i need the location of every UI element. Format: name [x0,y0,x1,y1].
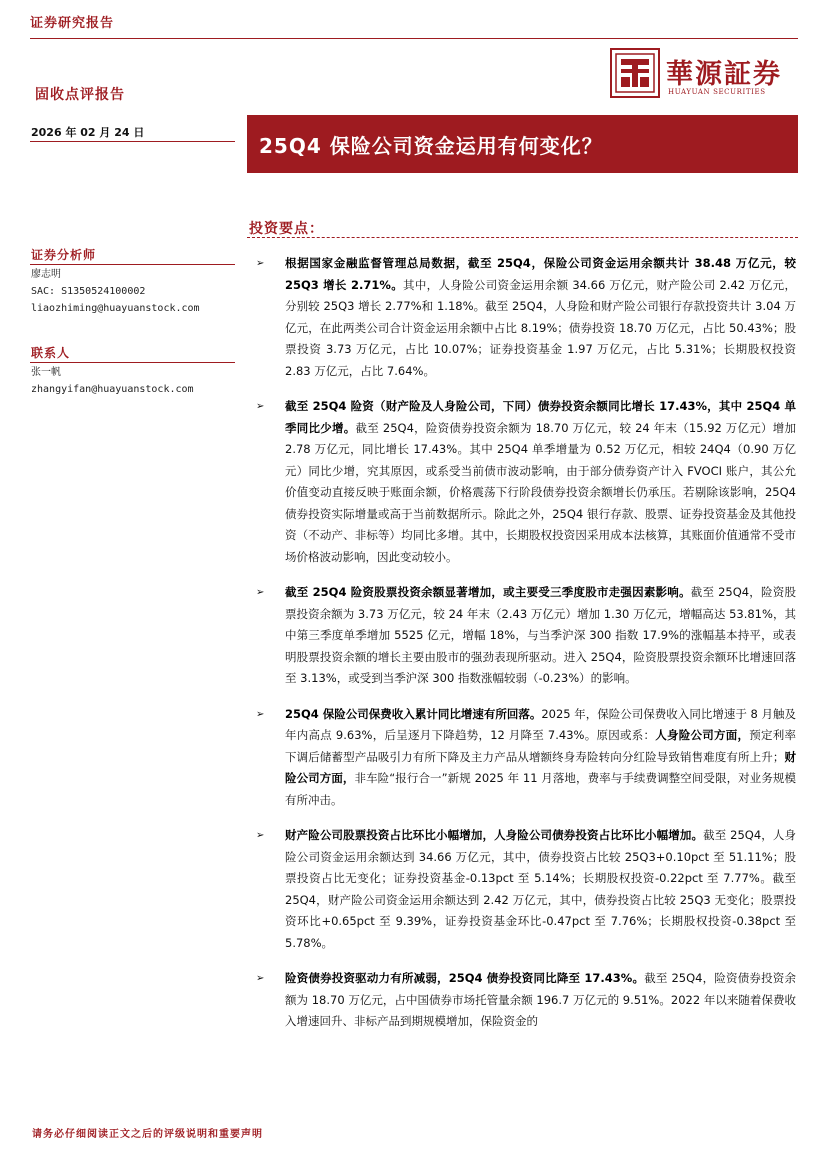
contact-name: 张一帆 [31,367,61,378]
key-point-body: 截至 25Q4，险资股票投资余额为 3.73 万亿元，较 24 年末（2.43 万亿元）增加 1.30 万亿元，增幅高达 53.81%，其中第三季度单季增加 5525 亿元，增幅 18%，与当季沪深 300 指数 17.9%的涨幅基本持平，或表明股票投资余额的增长主要由股市的强劲表现所驱动。进入 25Q4，险资股票投资余额环比增速回落至 3.13%，或受到当季沪深 300 指数涨幅较弱（-0.23%）的影响。 [285,585,796,685]
key-point-item [256,253,796,382]
key-point-body: 2025 年，保险公司保费收入同比增速于 8 月触及年内高点 9.63%，后呈逐月下降趋势，12 月降至 7.43%。原因或系： [285,706,796,742]
bullet-arrow-icon: ➢ [256,830,265,841]
logo-seal-icon [610,48,660,98]
report-category: 固收点评报告 [35,87,125,103]
key-point-body: 截至 25Q4，人身险公司资金运用余额达到 34.66 万亿元，其中，债券投资占比较 25Q3+0.10pct 至 51.11%；股票投资占比无变化；证券投资基金-0.13pct 至 5.14%；长期股权投资-0.22pct 至 7.77%。截至 25Q4，财产险公司资金运用余额达到 2.42 万亿元，其中，债券投资占比较 25Q3 无变化；股票投资环比+0.65pct 至 9.39%，证券投资基金环比-0.47pct 至 7.76%；长期股权投资-0.38pct 至 5.78%。 [285,828,796,950]
key-points-heading: 投资要点： [249,221,324,237]
logo-name-en: HUAYUAN SECURITIES [668,88,766,96]
key-point-body: 截至 25Q4，险资债券投资余额为 18.70 万亿元，较 24 年末（15.92 万亿元）增加 2.78 万亿元，同比增长 17.43%。其中 25Q4 单季增量为 0.52 万亿元，相较 24Q4（0.90 万亿元）同比少增，究其原因，或系受当前债市波动影响，由于部分债券资产计入 FVOCI 账户，其公允价值变动直接反映于账面余额，价格震荡下行阶段债券投资余额增长仍承压。若剔除该影响，25Q4 债券投资实际增量或高于当前数据所示。除此之外，25Q4 银行存款、股票、证券投资基金及其他投资（不动产、非标等）均同比多增。其中，长期股权投资因采用成本法核算，其账面价值通常不受市场价格波动影响，因此变动较小。 [285,420,796,564]
key-point-lead: 25Q4 保险公司保费收入累计同比增速有所回落。 [285,706,542,721]
bullet-arrow-icon: ➢ [256,587,265,598]
contact-divider [30,362,235,363]
key-point-item [256,396,796,568]
key-point-body-pc: 非车险“报行合一”新规 2025 年 11 月落地，费率与手续费调整空间受限，对业务规模有所冲击。 [285,771,796,807]
key-point-item [256,825,796,954]
date-divider [30,141,235,142]
key-point-body: 其中，人身险公司资金运用余额 34.66 万亿元，财产险公司 2.42 万亿元，分别较 25Q3 增长 2.77%和 1.18%。截至 25Q4，人身险和财产险公司银行存款投资共计 3.04 万亿元，在此两类公司合计资金运用余额中占比 8.19%；债券投资 18.70 万亿元，占比 50.43%；股票投资 3.73 万亿元，占比 10.07%；证券投资基金 1.97 万亿元，占比 5.31%；长期股权投资 2.83 万亿元，占比 7.64%。 [285,277,796,378]
company-logo [610,48,800,100]
key-point-body-life: 预定利率下调后储蓄型产品吸引力有所下降及主力产品从增额终身寿险转向分红险导致销售难度有所上升； [285,728,796,764]
analyst-sac: SAC: S1350524100002 [31,286,146,297]
key-point-item [256,704,796,812]
bullet-arrow-icon: ➢ [256,708,265,720]
bullet-arrow-icon: ➢ [256,401,265,412]
page-title: 25Q4 保险公司资金运用有何变化？ [259,134,603,158]
key-points-list [256,253,796,1047]
bullet-arrow-icon: ➢ [256,973,265,984]
key-point-lead: 截至 25Q4 险资（财产险及人身险公司，下同）债券投资余额同比增长 17.43%，其中 25Q4 单季同比少增。 [285,399,796,435]
key-point-subhead-life: 人身险公司方面， [655,728,750,742]
key-points-divider [247,237,798,238]
analyst-email[interactable]: liaozhiming@huayuanstock.com [31,303,200,314]
key-point-lead: 截至 25Q4 险资股票投资余额显著增加，或主要受三季度股市走强因素影响。 [285,585,691,599]
key-point-lead: 根据国家金融监督管理总局数据，截至 25Q4，保险公司资金运用余额共计 38.48 万亿元，较 25Q3 增长 2.71%。 [285,256,796,292]
key-point-item [256,582,796,690]
key-point-subhead-pc: 财险公司方面， [285,749,797,785]
top-divider [30,38,798,39]
analyst-name: 廖志明 [31,269,61,280]
bullet-arrow-icon: ➢ [256,258,265,269]
logo-name-cn: 華源証券 [666,59,782,90]
key-point-body: 截至 25Q4，险资债券投资余额为 18.70 万亿元，占中国债券市场托管量余额 196.7 万亿元的 9.51%。2022 年以来随着保费收入增速回升、非标产品到期规模增加，保险资金的 [285,971,797,1028]
contact-heading: 联系人 [31,346,71,360]
disclaimer-note: 请务必仔细阅读正文之后的评级说明和重要声明 [32,1129,263,1140]
contact-email[interactable]: zhangyifan@huayuanstock.com [31,384,194,395]
report-date: 2026 年 02 月 24 日 [31,126,145,139]
analyst-divider [30,264,235,265]
key-point-lead: 险资债券投资驱动力有所减弱，25Q4 债券投资同比降至 17.43%。 [285,971,645,985]
report-type-label: 证券研究报告 [30,16,115,31]
title-banner [247,115,798,173]
analyst-heading: 证券分析师 [31,248,97,262]
key-point-lead: 财产险公司股票投资占比环比小幅增加，人身险公司债券投资占比环比小幅增加。 [285,828,704,842]
key-point-item [256,968,796,1033]
